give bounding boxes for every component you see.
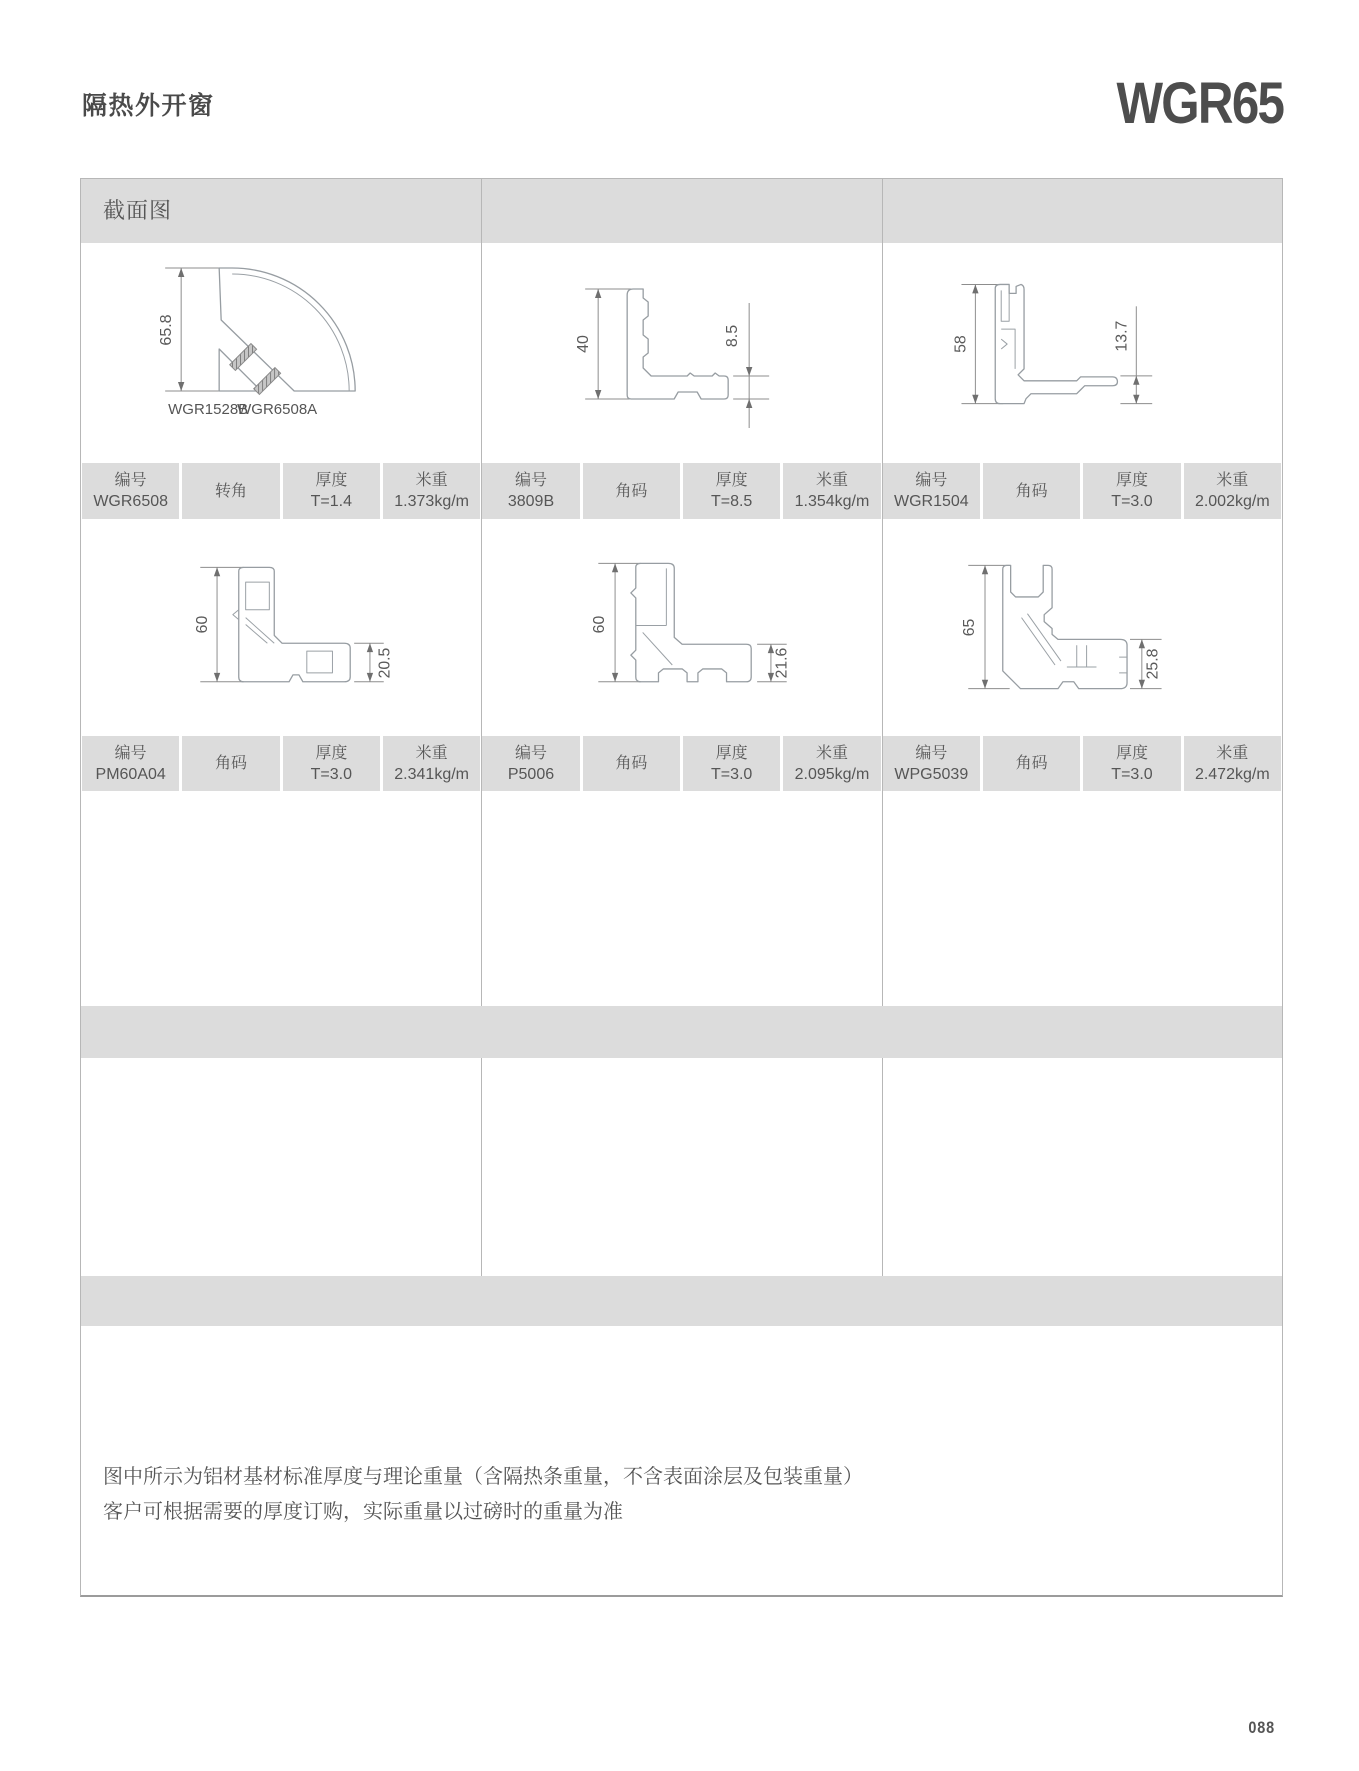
profile-diagram-wpg5039 [882,519,1282,736]
thickness-label: 厚度 [715,744,748,762]
thickness-value: T=8.5 [710,493,753,510]
empty-spec-band [81,1006,1282,1058]
profile-diagram-3809b [481,243,881,463]
thickness-label: 厚度 [1115,744,1148,762]
spec-block-3809b [481,463,881,519]
type-value: 角码 [214,755,247,772]
spec-cell-type [182,463,279,519]
spec-cell-thickness [1083,736,1180,791]
profile-diagram-wgr1504 [882,243,1282,463]
weight-value: 1.354kg/m [794,493,870,510]
code-label: 编号 [514,744,547,762]
corner-code-drawing [481,519,881,736]
profile-row-1 [81,243,1282,463]
dim-label-21-6: 21.6 [774,647,792,679]
weight-label: 米重 [815,744,848,762]
footer-note [103,1460,863,1530]
code-label: 编号 [114,472,147,489]
spec-cell-thickness [683,736,780,791]
weight-label: 米重 [1216,744,1249,762]
corner-profile-drawing [81,243,481,463]
section-header-label: 截面图 [103,198,173,223]
spec-cell-type [983,736,1080,791]
spec-cell-thickness [283,463,380,519]
spec-cell-weight [783,463,880,519]
weight-value: 1.373kg/m [394,493,469,510]
footer-note-line-2: 客户可根据需要的厚度订购，实际重量以过磅时的重量为准 [103,1501,623,1523]
footer-note-line-1: 图中所示为铝材基材标准厚度与理论重量（含隔热条重量，不含表面涂层及包装重量） [103,1466,863,1488]
dim-label-60: 60 [591,615,609,634]
spec-block-wgr1504 [882,463,1282,519]
code-label: 编号 [114,744,147,762]
spec-block-p5006 [481,736,881,791]
dim-label-60: 60 [194,615,212,634]
spec-block-wgr6508 [81,463,481,519]
part-label-wgr6508a: WGR6508A [237,401,318,418]
code-value: P5006 [507,765,555,783]
thickness-value: T=3.0 [310,765,352,783]
dim-label-58: 58 [952,335,970,353]
dim-label-13-7: 13.7 [1113,320,1131,352]
dim-label-65-8: 65.8 [158,314,176,346]
spec-cell-weight [783,736,880,791]
spec-block-wpg5039 [882,736,1282,791]
dim-label-20-5: 20.5 [376,647,394,679]
empty-spec-band [81,1276,1282,1326]
code-label: 编号 [915,472,948,489]
thermal-break-strip [230,344,257,371]
spec-cell-type [983,463,1080,519]
table-header-band [81,179,1282,243]
corner-code-drawing [481,243,881,463]
type-value: 角码 [1015,755,1048,772]
spec-cell-code [482,736,579,791]
page-title: 隔热外开窗 [82,92,215,120]
dim-label-8-5: 8.5 [724,324,742,348]
thickness-value: T=3.0 [710,765,753,783]
corner-code-drawing [882,243,1282,463]
dim-label-40: 40 [575,335,593,353]
profile-row-2 [81,519,1282,736]
dim-label-65: 65 [960,618,978,637]
spec-cell-thickness [283,736,380,791]
profile-diagram-wgr6508 [81,243,481,463]
spec-block-pm60a04 [81,736,481,791]
weight-label: 米重 [415,744,448,762]
code-value: PM60A04 [95,765,166,783]
code-value: WPG5039 [894,765,969,783]
type-value: 转角 [214,482,247,500]
type-value: 角码 [615,482,648,500]
thickness-value: T=3.0 [1111,493,1153,510]
series-model-number: WGR65 [1116,71,1283,136]
spec-row-2 [81,736,1282,791]
profile-diagram-pm60a04 [81,519,481,736]
type-value: 角码 [1015,482,1048,500]
weight-value: 2.095kg/m [794,765,870,783]
code-value: WGR1504 [893,493,969,510]
thickness-label: 厚度 [715,472,748,489]
weight-value: 2.472kg/m [1194,765,1270,783]
spec-cell-type [583,736,680,791]
code-value: WGR6508 [93,493,169,510]
thickness-label: 厚度 [315,472,348,489]
cross-section-table [80,178,1283,1597]
spec-cell-weight [383,463,480,519]
type-value: 角码 [615,755,648,772]
thermal-break-strip [254,368,281,395]
code-label: 编号 [514,472,547,489]
spec-cell-weight [383,736,480,791]
spec-cell-type [182,736,279,791]
spec-cell-code [82,463,179,519]
code-value: 3809B [507,493,555,510]
thickness-value: T=3.0 [1111,765,1153,783]
weight-value: 2.002kg/m [1194,493,1270,510]
spec-cell-weight [1184,736,1281,791]
spec-cell-type [583,463,680,519]
dim-label-25-8: 25.8 [1144,648,1162,680]
spec-cell-code [883,463,980,519]
profile-diagram-p5006 [481,519,881,736]
spec-cell-thickness [683,463,780,519]
weight-label: 米重 [1216,472,1249,489]
thickness-value: T=1.4 [310,493,352,510]
spec-cell-weight [1184,463,1281,519]
part-label-wgr1528b: WGR1528B [168,401,249,418]
weight-label: 米重 [815,472,848,489]
spec-cell-code [883,736,980,791]
weight-value: 2.341kg/m [394,765,469,783]
spec-cell-code [482,463,579,519]
spec-row-1 [81,463,1282,519]
spec-cell-thickness [1083,463,1180,519]
thickness-label: 厚度 [315,744,348,762]
code-label: 编号 [915,744,948,762]
corner-code-drawing [882,519,1282,736]
weight-label: 米重 [415,472,448,489]
page-number: 088 [1248,1718,1276,1737]
corner-code-drawing [81,519,481,736]
thickness-label: 厚度 [1115,472,1148,489]
spec-cell-code [82,736,179,791]
